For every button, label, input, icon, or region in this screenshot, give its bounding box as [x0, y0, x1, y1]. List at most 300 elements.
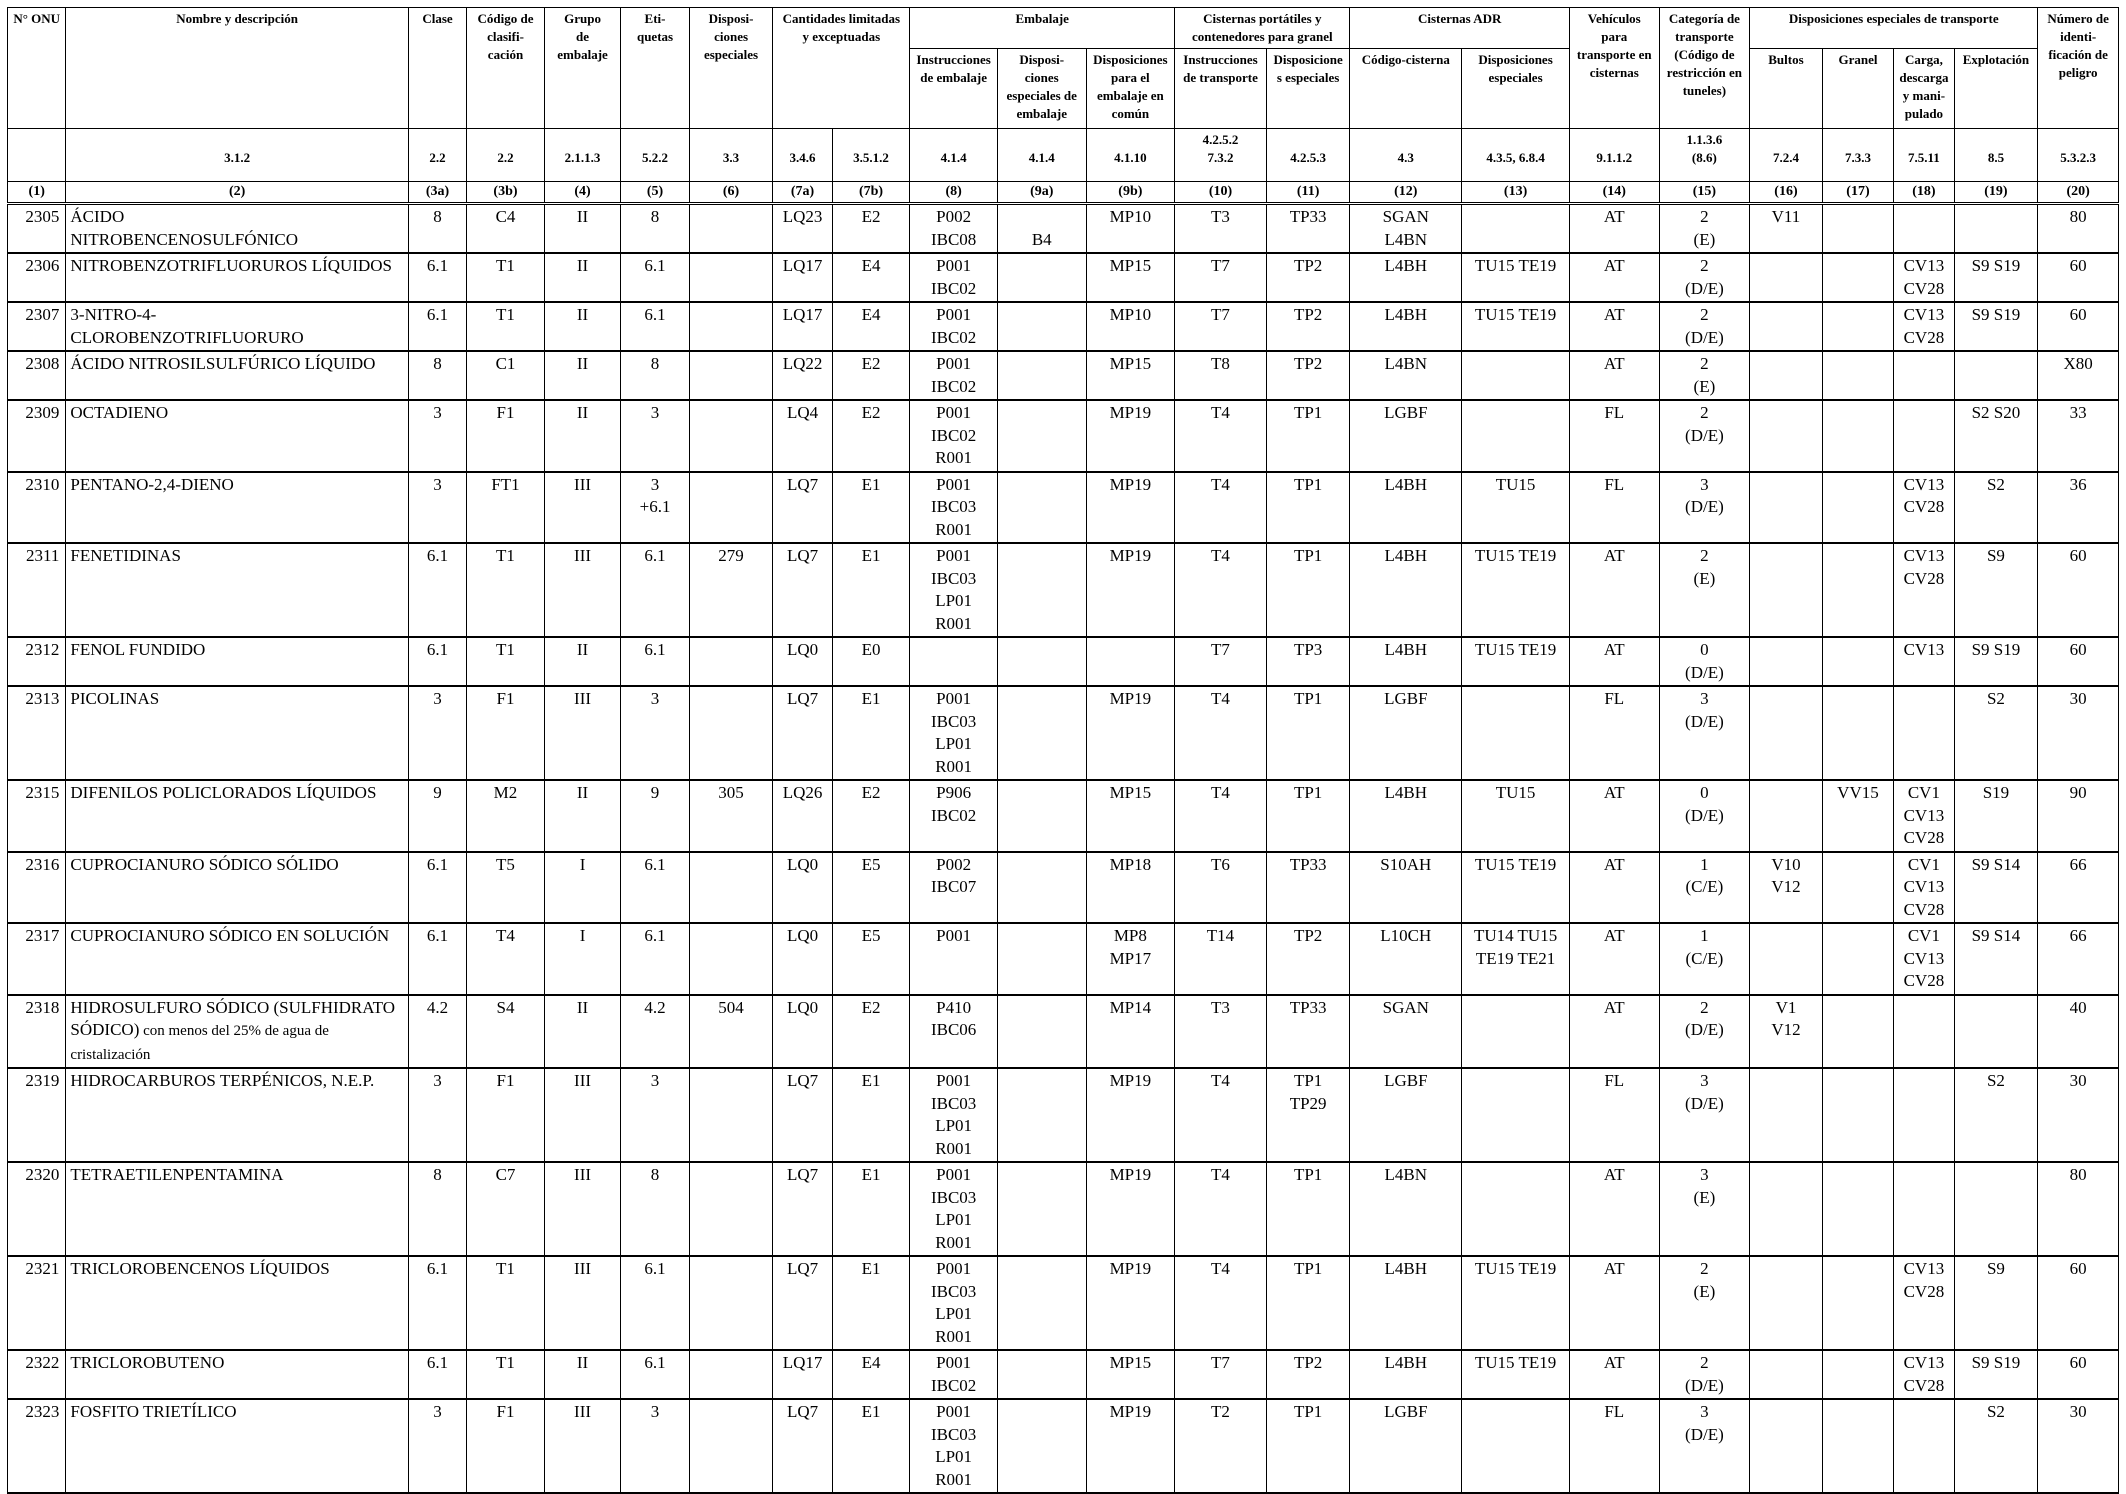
vehiculo-cell: AT [1569, 302, 1659, 351]
header-categoria: Categoría de transporte (Código de restricción en tuneles) [1659, 8, 1750, 129]
emb-disposiciones-cell [997, 400, 1086, 472]
ref-name: 3.1.2 [66, 129, 408, 182]
column-number: (3b) [467, 182, 545, 204]
embalaje-cell: P001 IBC03 LP01 R001 [910, 1162, 998, 1256]
onu-cell: 2316 [8, 852, 66, 924]
emb-disposiciones-cell [997, 686, 1086, 780]
ref-adr-disposiciones: 4.3.5, 6.8.4 [1462, 129, 1570, 182]
peligro-cell: 33 [2038, 400, 2119, 472]
cp-disposiciones-cell: TP1 [1266, 1256, 1350, 1350]
vehiculo-cell: AT [1569, 204, 1659, 254]
table-row [8, 995, 2119, 1069]
cp-disposiciones-cell: TP1 [1266, 1162, 1350, 1256]
emb-disposiciones-cell [997, 1399, 1086, 1493]
lq-cell: LQ23 [773, 204, 832, 254]
disposiciones-cell [689, 1399, 773, 1493]
codigo-cell: T4 [467, 923, 545, 995]
eq-cell: E2 [832, 400, 910, 472]
etiquetas-cell: 6.1 [621, 923, 689, 995]
header-etiquetas: Eti- quetas [621, 8, 689, 129]
cp-instrucciones-cell: T4 [1175, 1162, 1267, 1256]
disposiciones-cell [689, 852, 773, 924]
bultos-cell [1750, 637, 1823, 686]
cisterna-codigo-cell: L4BH [1350, 637, 1462, 686]
granel-cell [1822, 686, 1894, 780]
name-cell [66, 995, 408, 1069]
granel-cell [1822, 253, 1894, 302]
header-emb-disposiciones: Disposi- ciones especiales de embalaje [997, 49, 1086, 129]
categoria-cell: 3 (D/E) [1659, 1399, 1750, 1493]
vehiculo-cell: AT [1569, 1350, 1659, 1399]
eq-cell: E2 [832, 351, 910, 400]
column-number: (18) [1894, 182, 1954, 204]
embalaje-cell: P002 IBC07 [910, 852, 998, 924]
lq-cell: LQ7 [773, 472, 832, 544]
ref-cp-instrucciones: 4.2.5.2 7.3.2 [1175, 129, 1267, 182]
name-cell [66, 204, 408, 254]
onu-cell: 2309 [8, 400, 66, 472]
granel-cell [1822, 351, 1894, 400]
ref-lq: 3.4.6 [773, 129, 832, 182]
grupo-cell: II [544, 253, 621, 302]
column-number: (8) [910, 182, 998, 204]
substance-name: CUPROCIANURO SÓDICO EN SOLUCIÓN [70, 926, 390, 945]
ref-clase: 2.2 [408, 129, 466, 182]
header-numero-peligro: Número de identi- ficación de peligro [2038, 8, 2119, 129]
name-cell [66, 1350, 408, 1399]
carga-cell [1894, 995, 1954, 1069]
header-clase: Clase [408, 8, 466, 129]
granel-cell [1822, 1256, 1894, 1350]
substance-name: ÁCIDO NITROSILSULFÚRICO LÍQUIDO [70, 354, 376, 373]
explotacion-cell [1954, 204, 2038, 254]
cp-disposiciones-cell: TP33 [1266, 995, 1350, 1069]
ref-numero: 5.3.2.3 [2038, 129, 2119, 182]
etiquetas-cell: 8 [621, 1162, 689, 1256]
lq-cell: LQ0 [773, 852, 832, 924]
bultos-cell: V1 V12 [1750, 995, 1823, 1069]
grupo-cell: II [544, 204, 621, 254]
cp-instrucciones-cell: T14 [1175, 923, 1267, 995]
carga-cell: CV13 CV28 [1894, 1350, 1954, 1399]
peligro-cell: 30 [2038, 1068, 2119, 1162]
column-number: (10) [1175, 182, 1267, 204]
grupo-cell: III [544, 1399, 621, 1493]
disposiciones-cell [689, 351, 773, 400]
cp-disposiciones-cell: TP33 [1266, 852, 1350, 924]
disposiciones-cell [689, 923, 773, 995]
codigo-cell: FT1 [467, 472, 545, 544]
cisterna-codigo-cell: L4BH [1350, 1256, 1462, 1350]
emb-disposiciones-cell [997, 852, 1086, 924]
cisterna-disposiciones-cell: TU15 TE19 [1462, 543, 1570, 637]
cp-disposiciones-cell: TP1 [1266, 686, 1350, 780]
header-cp-disposiciones: Disposicione s especiales [1266, 49, 1350, 129]
emb-disposiciones-cell [997, 1350, 1086, 1399]
emb-disposiciones-cell [997, 780, 1086, 852]
granel-cell [1822, 637, 1894, 686]
cisterna-codigo-cell: LGBF [1350, 1399, 1462, 1493]
column-number: (17) [1822, 182, 1894, 204]
grupo-cell: III [544, 543, 621, 637]
bultos-cell [1750, 1350, 1823, 1399]
cp-disposiciones-cell: TP2 [1266, 1350, 1350, 1399]
onu-cell: 2312 [8, 637, 66, 686]
header-adr-codigo: Código-cisterna [1350, 49, 1462, 129]
document-page [7, 7, 2119, 1494]
emb-disposiciones-cell [997, 995, 1086, 1069]
codigo-cell: C7 [467, 1162, 545, 1256]
peligro-cell: 30 [2038, 1399, 2119, 1493]
cisterna-codigo-cell: L4BH [1350, 1350, 1462, 1399]
ref-emb-disposiciones: 4.1.4 [997, 129, 1086, 182]
codigo-cell: T1 [467, 1350, 545, 1399]
grupo-cell: III [544, 1068, 621, 1162]
codigo-cell: T1 [467, 543, 545, 637]
etiquetas-cell: 6.1 [621, 543, 689, 637]
cp-disposiciones-cell: TP2 [1266, 923, 1350, 995]
explotacion-cell: S9 [1954, 1256, 2038, 1350]
grupo-cell: III [544, 1256, 621, 1350]
peligro-cell: 90 [2038, 780, 2119, 852]
lq-cell: LQ7 [773, 1162, 832, 1256]
cisterna-codigo-cell: LGBF [1350, 686, 1462, 780]
emb-disposiciones-cell [997, 302, 1086, 351]
grupo-cell: II [544, 780, 621, 852]
carga-cell: CV13 CV28 [1894, 1256, 1954, 1350]
eq-cell: E1 [832, 1068, 910, 1162]
embalaje-cell: P001 IBC02 [910, 351, 998, 400]
emb-comun-cell: MP19 [1086, 472, 1175, 544]
peligro-cell: 66 [2038, 852, 2119, 924]
cisterna-disposiciones-cell [1462, 351, 1570, 400]
lq-cell: LQ7 [773, 1068, 832, 1162]
emb-comun-cell: MP15 [1086, 253, 1175, 302]
substance-name: ÁCIDO NITROBENCENOSULFÓNICO [70, 207, 299, 249]
categoria-cell: 1 (C/E) [1659, 852, 1750, 924]
bultos-cell [1750, 923, 1823, 995]
disposiciones-cell [689, 472, 773, 544]
bultos-cell [1750, 686, 1823, 780]
explotacion-cell [1954, 1162, 2038, 1256]
bultos-cell [1750, 351, 1823, 400]
substance-name: NITROBENZOTRIFLUORUROS LÍQUIDOS [70, 256, 392, 275]
bultos-cell [1750, 1068, 1823, 1162]
cisterna-codigo-cell: L4BN [1350, 1162, 1462, 1256]
lq-cell: LQ0 [773, 923, 832, 995]
cp-instrucciones-cell: T4 [1175, 543, 1267, 637]
disposiciones-cell [689, 1350, 773, 1399]
clase-cell: 6.1 [408, 253, 466, 302]
categoria-cell: 2 (E) [1659, 351, 1750, 400]
categoria-cell: 2 (E) [1659, 1256, 1750, 1350]
etiquetas-cell: 3 [621, 400, 689, 472]
onu-cell: 2311 [8, 543, 66, 637]
eq-cell: E2 [832, 204, 910, 254]
ref-cp-disposiciones: 4.2.5.3 [1266, 129, 1350, 182]
eq-cell: E5 [832, 923, 910, 995]
name-cell [66, 302, 408, 351]
cp-disposiciones-cell: TP3 [1266, 637, 1350, 686]
eq-cell: E2 [832, 780, 910, 852]
column-number-row [8, 182, 2119, 204]
clase-cell: 6.1 [408, 923, 466, 995]
vehiculo-cell: AT [1569, 852, 1659, 924]
cp-instrucciones-cell: T4 [1175, 686, 1267, 780]
header-codigo: Código de clasifi- cación [467, 8, 545, 129]
substance-name: TRICLOROBUTENO [70, 1353, 225, 1372]
cp-instrucciones-cell: T2 [1175, 1399, 1267, 1493]
bultos-cell: V10 V12 [1750, 852, 1823, 924]
peligro-cell: 66 [2038, 923, 2119, 995]
table-row [8, 302, 2119, 351]
eq-cell: E1 [832, 472, 910, 544]
substance-name: CUPROCIANURO SÓDICO SÓLIDO [70, 854, 339, 874]
emb-comun-cell: MP19 [1086, 1068, 1175, 1162]
categoria-cell: 3 (D/E) [1659, 1068, 1750, 1162]
cisterna-codigo-cell: SGAN L4BN [1350, 204, 1462, 254]
vehiculo-cell: AT [1569, 351, 1659, 400]
cp-disposiciones-cell: TP2 [1266, 351, 1350, 400]
emb-disposiciones-cell [997, 351, 1086, 400]
substance-name: HIDROSULFURO SÓDICO (SULFHIDRATO SÓDICO) [70, 997, 396, 1039]
column-number: (7a) [773, 182, 832, 204]
cisterna-codigo-cell: L4BH [1350, 780, 1462, 852]
emb-comun-cell [1086, 637, 1175, 686]
column-number: (4) [544, 182, 621, 204]
eq-cell: E1 [832, 686, 910, 780]
header-emb-comun: Disposiciones para el embalaje en común [1086, 49, 1175, 129]
carga-cell: CV13 [1894, 637, 1954, 686]
vehiculo-cell: FL [1569, 1068, 1659, 1162]
bultos-cell [1750, 400, 1823, 472]
lq-cell: LQ0 [773, 995, 832, 1069]
table-row [8, 1399, 2119, 1493]
cp-instrucciones-cell: T7 [1175, 302, 1267, 351]
clase-cell: 3 [408, 1068, 466, 1162]
disposiciones-cell [689, 686, 773, 780]
cp-instrucciones-cell: T6 [1175, 852, 1267, 924]
cisterna-disposiciones-cell [1462, 204, 1570, 254]
name-cell [66, 852, 408, 924]
substance-name: OCTADIENO [70, 403, 169, 422]
header-cisternas-portatiles: Cisternas portátiles y contenedores para granel [1175, 8, 1350, 49]
etiquetas-cell: 6.1 [621, 637, 689, 686]
grupo-cell: II [544, 637, 621, 686]
emb-comun-cell: MP19 [1086, 1399, 1175, 1493]
granel-cell [1822, 302, 1894, 351]
column-number: (11) [1266, 182, 1350, 204]
cisterna-codigo-cell: L10CH [1350, 923, 1462, 995]
emb-disposiciones-cell [997, 253, 1086, 302]
embalaje-cell: P001 IBC03 LP01 R001 [910, 1068, 998, 1162]
cisterna-codigo-cell: L4BH [1350, 253, 1462, 302]
column-number: (9b) [1086, 182, 1175, 204]
table-body [8, 204, 2119, 1494]
etiquetas-cell: 6.1 [621, 852, 689, 924]
vehiculo-cell: AT [1569, 995, 1659, 1069]
table-row [8, 400, 2119, 472]
header-granel: Granel [1822, 49, 1894, 129]
table-row [8, 253, 2119, 302]
granel-cell [1822, 472, 1894, 544]
name-cell [66, 637, 408, 686]
codigo-cell: F1 [467, 1399, 545, 1493]
ref-explotacion: 8.5 [1954, 129, 2038, 182]
codigo-cell: F1 [467, 400, 545, 472]
embalaje-cell: P001 IBC02 [910, 253, 998, 302]
substance-name: TRICLOROBENCENOS LÍQUIDOS [70, 1259, 330, 1278]
header-disposiciones-transporte: Disposiciones especiales de transporte [1750, 8, 2038, 49]
peligro-cell: 60 [2038, 1256, 2119, 1350]
ref-categoria: 1.1.3.6 (8.6) [1659, 129, 1750, 182]
column-number: (15) [1659, 182, 1750, 204]
granel-cell [1822, 1068, 1894, 1162]
embalaje-cell: P001 IBC02 R001 [910, 400, 998, 472]
substance-name: HIDROCARBUROS TERPÉNICOS, N.E.P. [70, 1071, 375, 1090]
grupo-cell: I [544, 852, 621, 924]
cisterna-disposiciones-cell: TU15 TE19 [1462, 852, 1570, 924]
peligro-cell: X80 [2038, 351, 2119, 400]
substance-name: FENOL FUNDIDO [70, 640, 206, 659]
codigo-cell: F1 [467, 1068, 545, 1162]
bultos-cell [1750, 472, 1823, 544]
cp-instrucciones-cell: T4 [1175, 780, 1267, 852]
onu-cell: 2307 [8, 302, 66, 351]
header-grupo: Grupo de embalaje [544, 8, 621, 129]
codigo-cell: F1 [467, 686, 545, 780]
codigo-cell: C1 [467, 351, 545, 400]
grupo-cell: III [544, 1162, 621, 1256]
codigo-cell: T1 [467, 302, 545, 351]
cp-disposiciones-cell: TP2 [1266, 302, 1350, 351]
lq-cell: LQ0 [773, 637, 832, 686]
lq-cell: LQ7 [773, 1399, 832, 1493]
column-number: (14) [1569, 182, 1659, 204]
table-row [8, 686, 2119, 780]
explotacion-cell: S9 S19 [1954, 1350, 2038, 1399]
disposiciones-cell: 279 [689, 543, 773, 637]
ref-emb-instrucciones: 4.1.4 [910, 129, 998, 182]
onu-cell: 2306 [8, 253, 66, 302]
substance-name: PENTANO-2,4-DIENO [70, 474, 234, 494]
emb-comun-cell: MP19 [1086, 543, 1175, 637]
cisterna-disposiciones-cell [1462, 1162, 1570, 1256]
substance-name: FOSFITO TRIETÍLICO [70, 1402, 237, 1421]
lq-cell: LQ7 [773, 686, 832, 780]
onu-cell: 2313 [8, 686, 66, 780]
embalaje-cell: P001 IBC03 LP01 R001 [910, 1256, 998, 1350]
cp-instrucciones-cell: T7 [1175, 1350, 1267, 1399]
substance-name: PICOLINAS [70, 689, 160, 708]
etiquetas-cell: 9 [621, 780, 689, 852]
ref-onu [8, 129, 66, 182]
vehiculo-cell: FL [1569, 400, 1659, 472]
cp-instrucciones-cell: T4 [1175, 400, 1267, 472]
granel-cell [1822, 400, 1894, 472]
carga-cell: CV1 CV13 CV28 [1894, 852, 1954, 924]
etiquetas-cell: 6.1 [621, 302, 689, 351]
etiquetas-cell: 3 [621, 1068, 689, 1162]
cisterna-disposiciones-cell: TU15 TE19 [1462, 1350, 1570, 1399]
peligro-cell: 80 [2038, 204, 2119, 254]
vehiculo-cell: AT [1569, 253, 1659, 302]
reference-row [8, 129, 2119, 182]
eq-cell: E4 [832, 1350, 910, 1399]
vehiculo-cell: FL [1569, 1399, 1659, 1493]
lq-cell: LQ4 [773, 400, 832, 472]
lq-cell: LQ22 [773, 351, 832, 400]
onu-cell: 2322 [8, 1350, 66, 1399]
categoria-cell: 3 (D/E) [1659, 472, 1750, 544]
carga-cell [1894, 686, 1954, 780]
eq-cell: E5 [832, 852, 910, 924]
eq-cell: E4 [832, 302, 910, 351]
cp-instrucciones-cell: T7 [1175, 253, 1267, 302]
vehiculo-cell: AT [1569, 1162, 1659, 1256]
bultos-cell [1750, 302, 1823, 351]
name-cell [66, 1256, 408, 1350]
cisterna-disposiciones-cell [1462, 400, 1570, 472]
codigo-cell: T1 [467, 637, 545, 686]
embalaje-cell: P001 IBC03 LP01 R001 [910, 543, 998, 637]
onu-cell: 2305 [8, 204, 66, 254]
name-cell [66, 1162, 408, 1256]
column-number: (13) [1462, 182, 1570, 204]
grupo-cell: II [544, 302, 621, 351]
emb-comun-cell: MP14 [1086, 995, 1175, 1069]
onu-cell: 2323 [8, 1399, 66, 1493]
clase-cell: 6.1 [408, 637, 466, 686]
emb-comun-cell: MP15 [1086, 780, 1175, 852]
disposiciones-cell [689, 204, 773, 254]
cisterna-codigo-cell: SGAN [1350, 995, 1462, 1069]
emb-disposiciones-cell [997, 472, 1086, 544]
categoria-cell: 2 (E) [1659, 204, 1750, 254]
emb-comun-cell: MP19 [1086, 400, 1175, 472]
embalaje-cell: P410 IBC06 [910, 995, 998, 1069]
disposiciones-cell [689, 302, 773, 351]
embalaje-cell: P001 IBC03 LP01 R001 [910, 1399, 998, 1493]
onu-cell: 2318 [8, 995, 66, 1069]
header-bultos: Bultos [1750, 49, 1823, 129]
embalaje-cell: P001 [910, 923, 998, 995]
bultos-cell [1750, 1256, 1823, 1350]
disposiciones-cell [689, 1256, 773, 1350]
ref-adr-codigo: 4.3 [1350, 129, 1462, 182]
clase-cell: 3 [408, 1399, 466, 1493]
embalaje-cell [910, 637, 998, 686]
grupo-cell: III [544, 686, 621, 780]
column-number: (19) [1954, 182, 2038, 204]
codigo-cell: S4 [467, 995, 545, 1069]
name-cell [66, 543, 408, 637]
column-number: (7b) [832, 182, 910, 204]
substance-name: 3-NITRO-4- CLOROBENZOTRIFLUORURO [70, 305, 304, 347]
granel-cell [1822, 204, 1894, 254]
cp-disposiciones-cell: TP1 TP29 [1266, 1068, 1350, 1162]
emb-comun-cell: MP15 [1086, 351, 1175, 400]
emb-disposiciones-cell [997, 543, 1086, 637]
carga-cell: CV13 CV28 [1894, 302, 1954, 351]
emb-comun-cell: MP8 MP17 [1086, 923, 1175, 995]
grupo-cell: II [544, 1350, 621, 1399]
embalaje-cell: P001 IBC02 [910, 302, 998, 351]
eq-cell: E1 [832, 1399, 910, 1493]
bultos-cell [1750, 1399, 1823, 1493]
cisterna-disposiciones-cell: TU15 TE19 [1462, 253, 1570, 302]
header-explotacion: Explotación [1954, 49, 2038, 129]
